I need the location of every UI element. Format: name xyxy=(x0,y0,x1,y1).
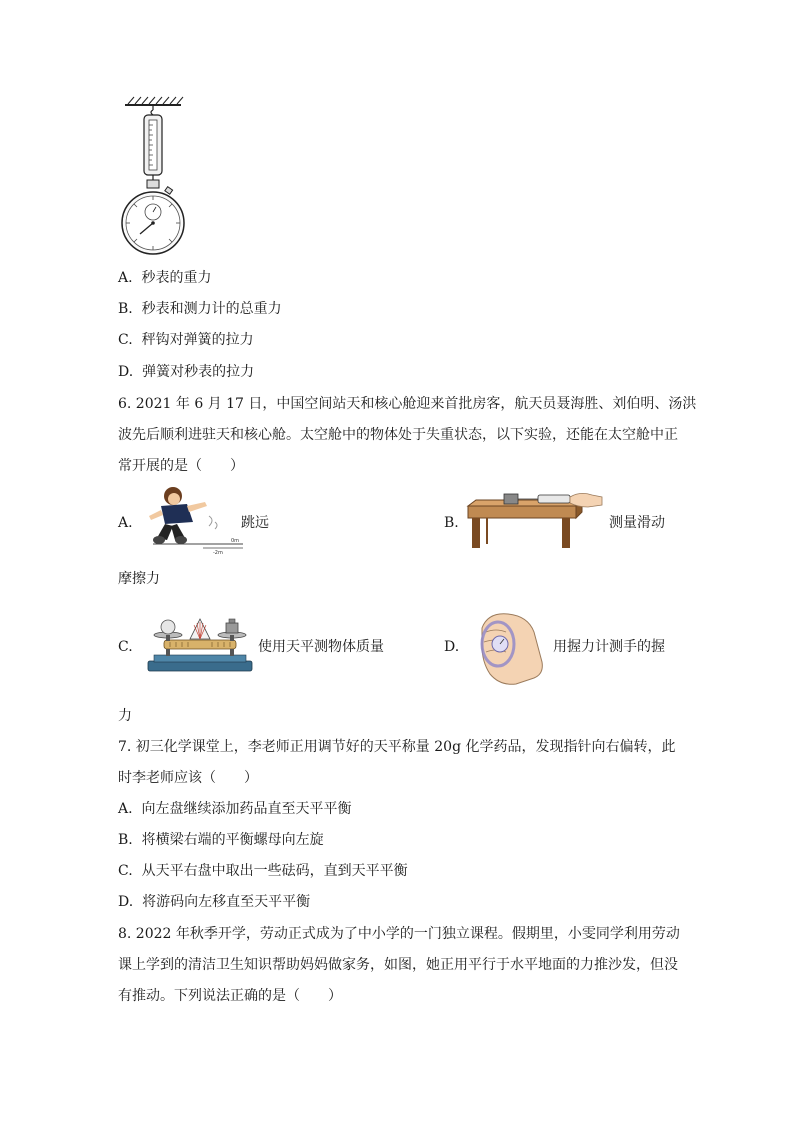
q6-option-d-continuation: 力 xyxy=(118,708,132,724)
option-letter: C. xyxy=(118,863,133,879)
friction-measurement-figure xyxy=(466,490,606,550)
option-letter: B. xyxy=(118,832,133,848)
option-letter: D. xyxy=(118,894,134,910)
q5-option-c xyxy=(118,330,254,350)
q5-option-b xyxy=(118,299,282,319)
long-jump-figure xyxy=(143,482,247,554)
option-text: 秒表和测力计的总重力 xyxy=(141,301,282,317)
option-letter: A. xyxy=(118,270,133,286)
option-letter: A. xyxy=(118,801,133,817)
option-text: 弹簧对秒表的拉力 xyxy=(142,364,255,380)
option-text: 秒表的重力 xyxy=(141,270,212,286)
q7-option-c xyxy=(118,861,408,881)
q5-option-d xyxy=(118,362,254,382)
option-text: 将横梁右端的平衡螺母向左旋 xyxy=(141,832,324,848)
option-text: 向左盘继续添加药品直至天平平衡 xyxy=(141,801,352,817)
q8-stem-line-2: 课上学到的清洁卫生知识帮助妈妈做家务，如图，她正用平行于水平地面的力推沙发，但没 xyxy=(118,957,678,973)
q7-stem-line-2: 时李老师应该（ ） xyxy=(118,770,258,786)
mark-0m: 0m xyxy=(231,538,240,544)
q6-option-b-letter: B. xyxy=(444,515,459,531)
option-text: 从天平右盘中取出一些砝码，直到天平平衡 xyxy=(141,863,408,879)
q6-option-d-letter: D. xyxy=(444,639,460,655)
q8-stem-line-1: 8. 2022 年秋季开学，劳动正式成为了中小学的一门独立课程。假期里，小雯同学利用劳动 xyxy=(118,926,680,942)
balance-scale-figure xyxy=(144,615,256,675)
q5-option-a xyxy=(118,268,211,288)
q6-stem-line-3: 常开展的是（ ） xyxy=(118,458,244,474)
q7-stem-line-1: 7. 初三化学课堂上，李老师正用调节好的天平称量 20g 化学药品，发现指针向右偏转，此 xyxy=(118,739,676,755)
option-letter: D. xyxy=(118,364,134,380)
q6-option-c-text: 使用天平测物体质量 xyxy=(258,639,384,655)
q6-option-c-letter: C. xyxy=(118,639,133,655)
q6-option-a-letter: A. xyxy=(118,515,133,531)
option-text: 秤钩对弹簧的拉力 xyxy=(141,332,254,348)
q6-option-b-continuation: 摩擦力 xyxy=(118,571,160,587)
q8-stem-line-3: 有推动。下列说法正确的是（ ） xyxy=(118,988,342,1004)
grip-dynamometer-figure xyxy=(468,610,548,686)
option-text: 将游码向左移直至天平平衡 xyxy=(142,894,311,910)
q6-option-a-text: 跳远 xyxy=(241,515,269,531)
q7-option-a xyxy=(118,799,351,819)
q7-option-d xyxy=(118,892,310,912)
q6-stem-line-1: 6. 2021 年 6 月 17 日，中国空间站天和核心舱迎来首批房客，航天员聂海胜、刘伯明、汤洪 xyxy=(118,396,697,412)
mark-minus-2m: -2m xyxy=(213,550,223,556)
q7-option-b xyxy=(118,830,324,850)
q6-option-b-text: 测量滑动 xyxy=(609,515,665,531)
option-letter: B. xyxy=(118,301,133,317)
q6-stem-line-2: 波先后顺利进驻天和核心舱。太空舱中的物体处于失重状态，以下实验，还能在太空舱中正 xyxy=(118,427,678,443)
spring-scale-stopwatch-figure xyxy=(118,96,188,256)
q6-option-d-text: 用握力计测手的握 xyxy=(553,639,665,655)
option-letter: C. xyxy=(118,332,133,348)
